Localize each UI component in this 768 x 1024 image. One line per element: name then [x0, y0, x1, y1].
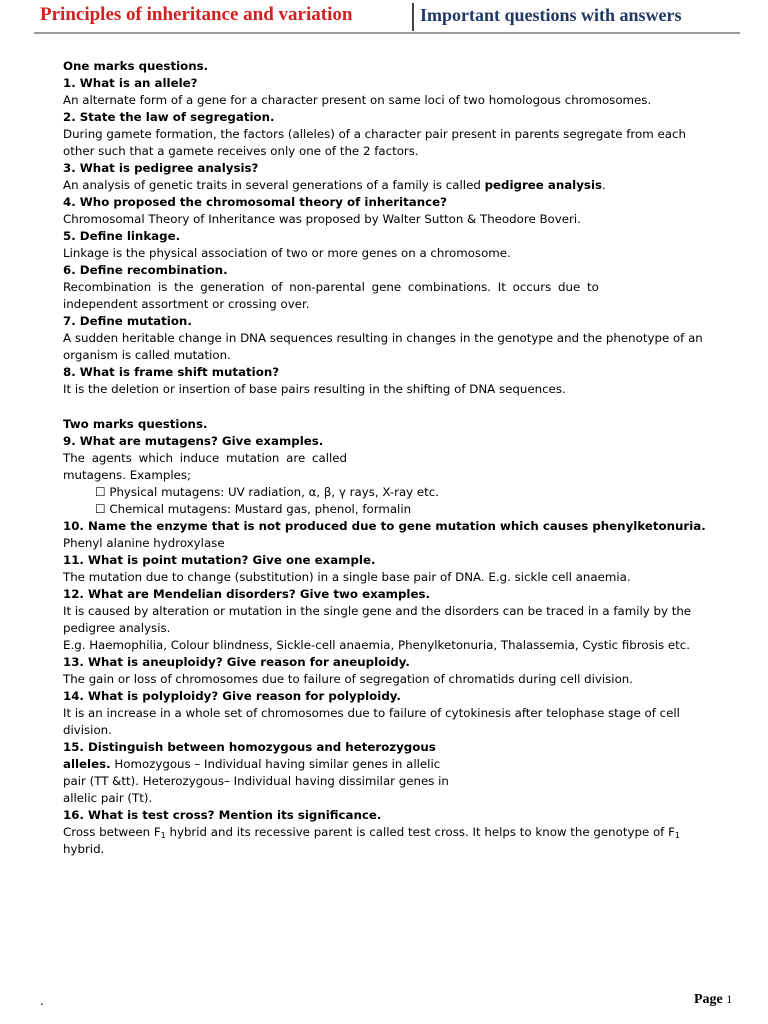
question-16: 16. What is test cross? Mention its significance.	[63, 808, 382, 822]
answer-6-line-2: independent assortment or crossing over.	[63, 297, 310, 311]
section-title-two-mark: Two marks questions.	[63, 417, 208, 431]
answer-9-bullet-1: ☐ Physical mutagens: UV radiation, α, β, γ rays, X-ray etc.	[95, 485, 440, 499]
page-number-value: 1	[726, 992, 733, 1006]
question-6: 6. Define recombination.	[63, 263, 228, 277]
answer-12-line-2: pedigree analysis.	[63, 621, 171, 635]
question-8: 8. What is frame shift mutation?	[63, 365, 280, 379]
question-2: 2. State the law of segregation.	[63, 110, 275, 124]
answer-16-sub-1: 1	[160, 831, 166, 840]
answer-2-line-2: other such that a gamete receives only one of the 2 factors.	[63, 144, 419, 158]
section-title-one-mark: One marks questions.	[63, 59, 209, 73]
answer-1: An alternate form of a gene for a character present on same loci of two homologous chromosomes.	[63, 93, 652, 107]
question-15-end: alleles.	[63, 757, 111, 771]
document-body	[63, 58, 753, 858]
question-10: 10. Name the enzyme that is not produced due to gene mutation which causes phenylketonuria.	[63, 519, 706, 533]
answer-14-line-1: It is an increase in a whole set of chromosomes due to failure of cytokinesis after telophase stage of cell	[63, 706, 680, 720]
document-subtitle: Important questions with answers	[420, 5, 682, 25]
question-1: 1. What is an allele?	[63, 76, 198, 90]
answer-7-line-2: organism is called mutation.	[63, 348, 231, 362]
answer-15-line-1	[63, 756, 753, 773]
question-15: 15. Distinguish between homozygous and heterozygous	[63, 740, 436, 754]
question-9: 9. What are mutagens? Give examples.	[63, 434, 324, 448]
answer-15-line-2: pair (TT &tt). Heterozygous– Individual having dissimilar genes in	[63, 774, 449, 788]
answer-15-line-3: allelic pair (Tt).	[63, 791, 153, 805]
page-label: Page	[694, 992, 723, 1007]
answer-3-end: .	[602, 178, 606, 192]
answer-16-part-2: hybrid and its recessive parent is called test cross. It helps to know the genotype of F	[165, 825, 675, 839]
question-13: 13. What is aneuploidy? Give reason for aneuploidy.	[63, 655, 410, 669]
footer-dot: .	[40, 994, 44, 1008]
answer-16-part-1: Cross between F	[63, 825, 161, 839]
question-11: 11. What is point mutation? Give one example.	[63, 553, 376, 567]
answer-5: Linkage is the physical association of two or more genes on a chromosome.	[63, 246, 511, 260]
question-7: 7. Define mutation.	[63, 314, 192, 328]
answer-3-text: An analysis of genetic traits in several generations of a family is called	[63, 178, 485, 192]
page-header	[34, 0, 740, 34]
question-4: 4. Who proposed the chromosomal theory of inheritance?	[63, 195, 447, 209]
answer-12-line-1: It is caused by alteration or mutation in the single gene and the disorders can be traced in a family by the	[63, 604, 692, 618]
answer-9-line-2: mutagens. Examples;	[63, 468, 191, 482]
answer-16-line-2: hybrid.	[63, 842, 105, 856]
answer-11: The mutation due to change (substitution) in a single base pair of DNA. E.g. sickle cell anaemia.	[63, 570, 631, 584]
header-divider	[412, 3, 414, 31]
section-gap	[63, 398, 753, 416]
page-number	[694, 992, 732, 1008]
answer-10: Phenyl alanine hydroxylase	[63, 536, 225, 550]
answer-3	[63, 177, 753, 194]
question-12: 12. What are Mendelian disorders? Give two examples.	[63, 587, 430, 601]
answer-16-sub-2: 1	[674, 831, 680, 840]
answer-6-line-1: Recombination is the generation of non-parental gene combinations. It occurs due to	[63, 280, 599, 294]
answer-9-bullet-2: ☐ Chemical mutagens: Mustard gas, phenol, formalin	[95, 502, 412, 516]
answer-8: It is the deletion or insertion of base pairs resulting in the shifting of DNA sequences.	[63, 382, 566, 396]
answer-9-line-1: The agents which induce mutation are called	[63, 451, 348, 465]
answer-14-line-2: division.	[63, 723, 112, 737]
question-5: 5. Define linkage.	[63, 229, 181, 243]
answer-7-line-1: A sudden heritable change in DNA sequences resulting in changes in the genotype and the phenotype of an	[63, 331, 703, 345]
chapter-title: Principles of inheritance and variation	[40, 4, 353, 25]
answer-13: The gain or loss of chromosomes due to failure of segregation of chromatids during cell division.	[63, 672, 634, 686]
answer-12-line-3: E.g. Haemophilia, Colour blindness, Sickle-cell anaemia, Phenylketonuria, Thalassemia, Cystic fibrosis etc.	[63, 638, 691, 652]
question-3: 3. What is pedigree analysis?	[63, 161, 259, 175]
question-14: 14. What is polyploidy? Give reason for polyploidy.	[63, 689, 401, 703]
answer-2-line-1: During gamete formation, the factors (alleles) of a character pair present in parents segregate from each	[63, 127, 686, 141]
answer-16-line-1	[63, 824, 753, 841]
answer-4: Chromosomal Theory of Inheritance was proposed by Walter Sutton & Theodore Boveri.	[63, 212, 581, 226]
answer-15-text: Homozygous – Individual having similar genes in allelic	[110, 757, 441, 771]
answer-3-term: pedigree analysis	[484, 178, 603, 192]
